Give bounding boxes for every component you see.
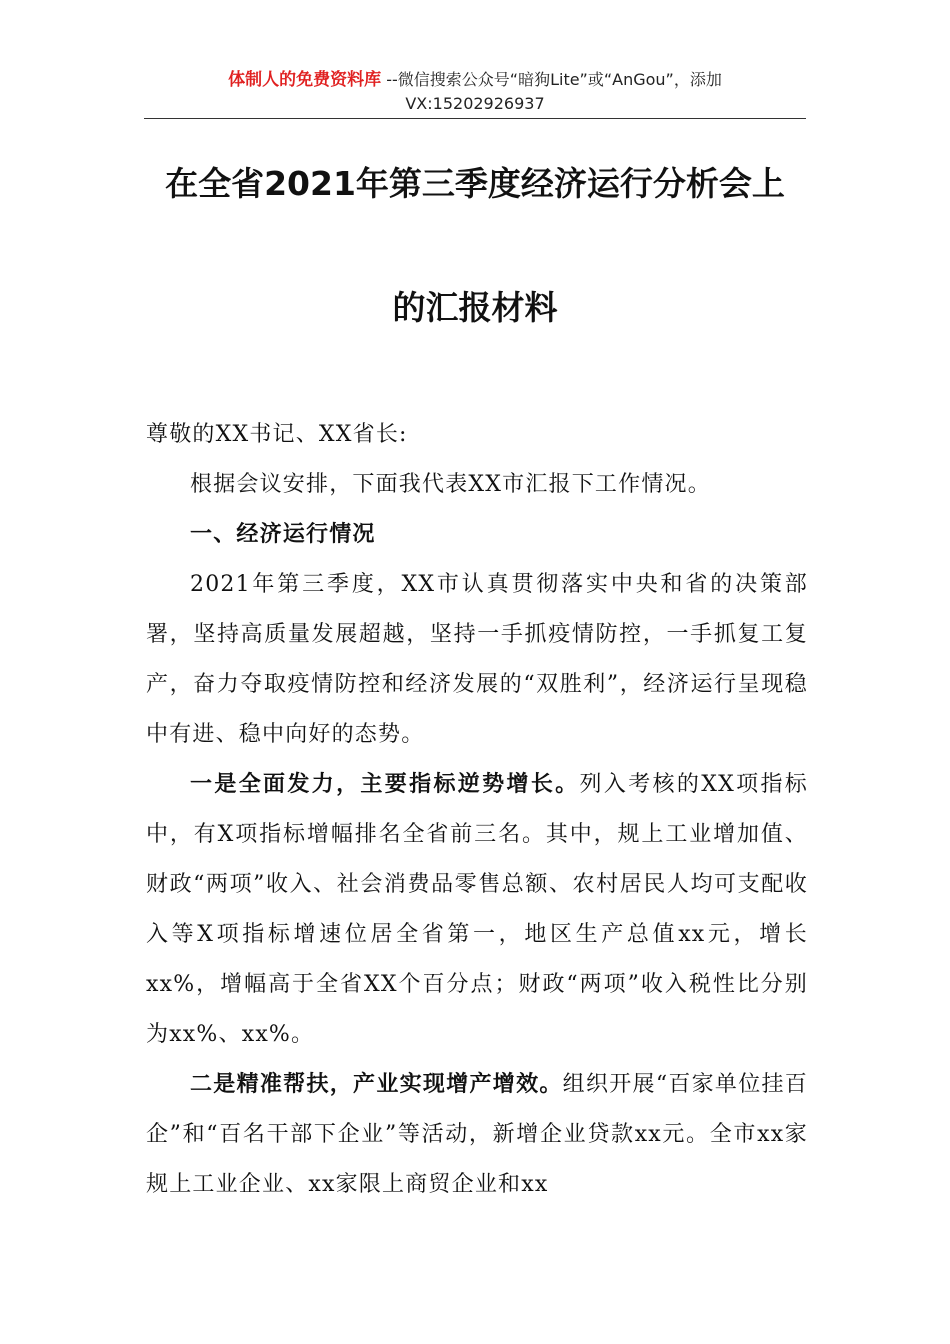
intro-paragraph: 根据会议安排，下面我代表XX市汇报下工作情况。 xyxy=(190,472,711,497)
point-2-body: 组织开展“百家单位挂百企”和“百名干部下企业”等活动，新增企业贷款xx元。全市xx家规上工业企业、xx家限上商贸企业和xx xyxy=(146,1072,809,1197)
point-paragraph-1 xyxy=(146,760,808,1060)
salutation: 尊敬的XX书记、XX省长: xyxy=(146,422,408,447)
document-title-line-2: 的汇报材料 xyxy=(392,288,558,327)
header-contact: VX:15202926937 xyxy=(405,94,545,113)
header-line-1 xyxy=(144,68,806,92)
section-heading: 一、经济运行情况 xyxy=(190,522,376,547)
header-divider xyxy=(144,118,806,119)
point-1-body: 列入考核的XX项指标中，有X项指标增幅排名全省前三名。其中，规上工业增加值、财政“两项”收入、社会消费品零售总额、农村居民人均可支配收入等X项指标增速位居全省第一，地区生产总值xx元，增长xx%，增幅高于全省XX个百分点；财政“两项”收入税性比分别为xx%、xx%。 xyxy=(146,772,808,1047)
point-2-lead: 二是精准帮扶，产业实现增产增效。 xyxy=(190,1072,563,1097)
point-1-lead: 一是全面发力，主要指标逆势增长。 xyxy=(190,772,580,797)
header-promo: --微信搜索公众号“暗狗Lite”或“AnGou”，添加 xyxy=(381,70,722,89)
header-brand: 体制人的免费资料库 xyxy=(228,70,382,90)
document-body xyxy=(146,410,808,1210)
document-title-line-1: 在全省2021年第三季度经济运行分析会上 xyxy=(165,164,785,203)
page-header xyxy=(144,68,806,116)
section-paragraph: 2021年第三季度，XX市认真贯彻落实中央和省的决策部署，坚持高质量发展超越，坚持一手抓疫情防控，一手抓复工复产，奋力夺取疫情防控和经济发展的“双胜利”，经济运行呈现稳中有进、稳中向好的态势。 xyxy=(146,572,808,747)
point-paragraph-2 xyxy=(146,1060,808,1210)
